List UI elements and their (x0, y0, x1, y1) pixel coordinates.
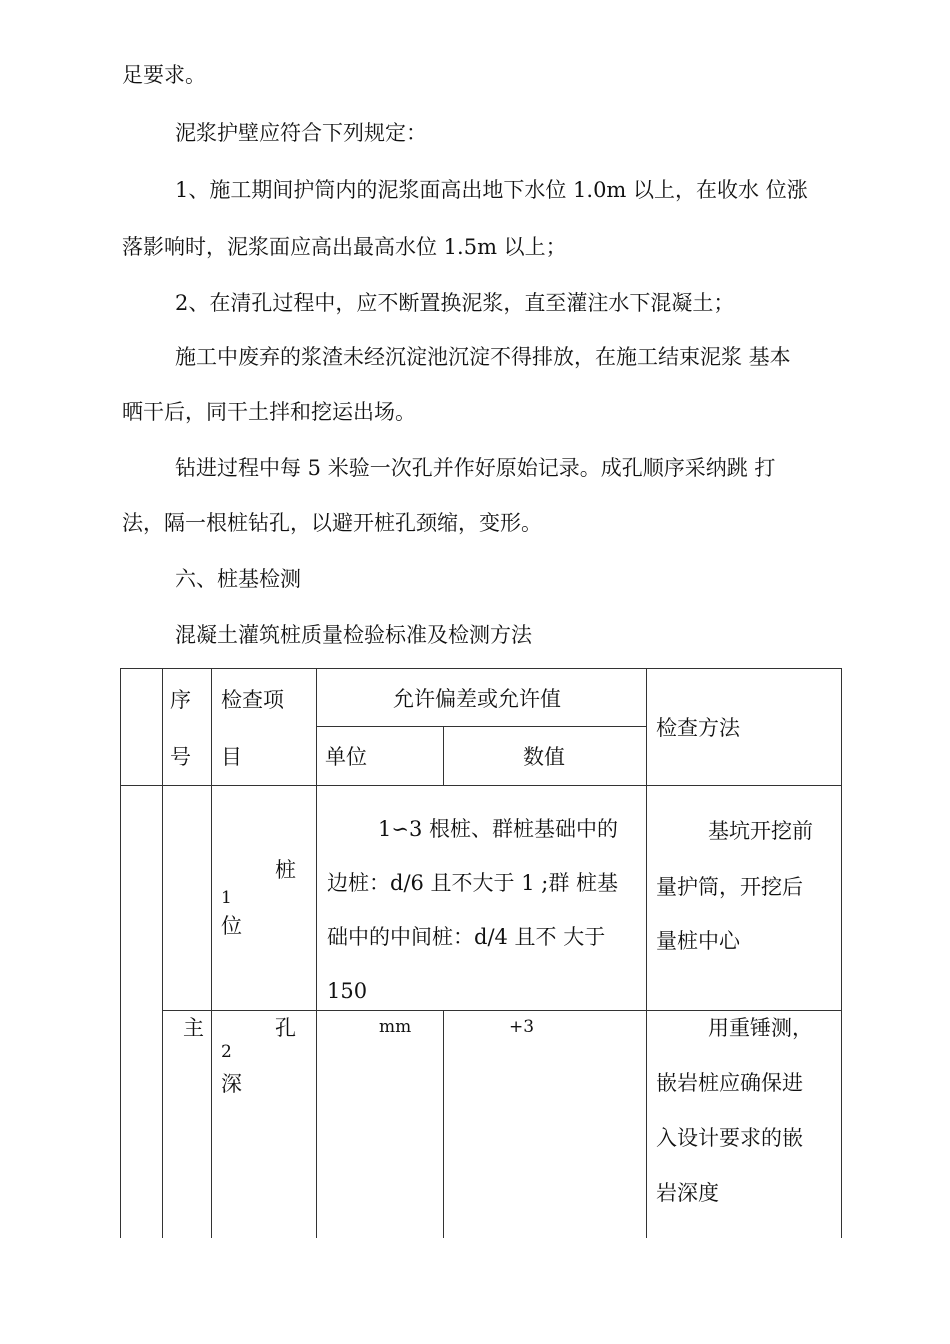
row2-num: 2 (221, 1042, 232, 1062)
paragraph-3b: 落影响时，泥浆面应高出最高水位 1.5m 以上； (122, 235, 567, 259)
header-item-top: 检查项 (221, 688, 284, 712)
header-seq-top: 序 (170, 688, 191, 712)
table-line-left (120, 668, 121, 1238)
header-unit: 单位 (325, 745, 367, 769)
row1-item-b: 位 (221, 914, 242, 938)
row2-item-b: 深 (221, 1072, 242, 1096)
paragraph-6a: 钻进过程中每 5 米验一次孔并作好原始记录。成孔顺序采纳跳 打 (175, 456, 776, 480)
row2-unit: mm (379, 1017, 412, 1037)
table-line-seq-left (162, 668, 163, 1238)
paragraph-6b: 法，隔一根桩钻孔，以避开桩孔颈缩，变形。 (122, 511, 542, 535)
header-value: 数值 (523, 745, 565, 769)
table-title: 混凝土灌筑桩质量检验标准及检测方法 (175, 623, 532, 647)
paragraph-5a: 施工中废弃的浆渣未经沉淀池沉淀不得排放，在施工结束泥浆 基本 (175, 345, 791, 369)
row1-method-line: 量护筒，开挖后 (656, 875, 803, 899)
header-seq-bottom: 号 (170, 745, 191, 769)
section-heading: 六、桩基检测 (175, 567, 301, 591)
header-allowance: 允许偏差或允许值 (393, 687, 561, 711)
paragraph-5b: 晒干后，同干土拌和挖运出场。 (122, 400, 416, 424)
row2-method-line: 用重锤测， (708, 1016, 813, 1040)
paragraph-2: 泥浆护壁应符合下列规定： (175, 121, 427, 145)
header-method: 检查方法 (656, 716, 740, 740)
row1-method-line: 量桩中心 (656, 929, 740, 953)
header-item-bottom: 目 (221, 745, 242, 769)
row2-method-line: 嵌岩桩应确保进 (656, 1071, 803, 1095)
table-line-right (841, 668, 842, 1238)
table-line-item-left (211, 668, 212, 1238)
table-line-allowance (316, 726, 646, 727)
row1-item-a: 桩 (275, 858, 296, 882)
row2-method-line: 入设计要求的嵌 (656, 1126, 803, 1150)
table-line-top (120, 668, 842, 669)
row2-item-a: 孔 (275, 1016, 296, 1040)
row1-value-line: 础中的中间桩：d/4 且不 大于 (327, 925, 606, 949)
row1-value-line: 1∽3 根桩、群桩基础中的 (378, 817, 618, 841)
table-line-unit-value-row2 (443, 1010, 444, 1238)
table-line-method-left (646, 668, 647, 1238)
row1-value-line: 边桩：d/6 且不大于 1 ;群 桩基 (327, 871, 619, 895)
row2-method-line: 岩深度 (656, 1181, 719, 1205)
row1-method-line: 基坑开挖前 (708, 819, 813, 843)
row2-category: 主 (183, 1016, 204, 1040)
row1-value-line: 150 (327, 979, 368, 1003)
inspection-table (120, 668, 842, 1238)
paragraph-3a: 1、施工期间护筒内的泥浆面高出地下水位 1.0m 以上，在收水 位涨 (175, 178, 808, 202)
table-line-allowance-left (316, 668, 317, 1238)
table-line-header-bottom (120, 785, 842, 786)
table-line-unit-value-header (443, 726, 444, 785)
row1-num: 1 (221, 888, 232, 908)
paragraph-4: 2、在清孔过程中，应不断置换泥浆，直至灌注水下混凝土； (175, 291, 735, 315)
table-line-row1-bottom (162, 1010, 842, 1011)
paragraph-1: 足要求。 (122, 63, 206, 87)
row2-value: +3 (509, 1017, 535, 1037)
